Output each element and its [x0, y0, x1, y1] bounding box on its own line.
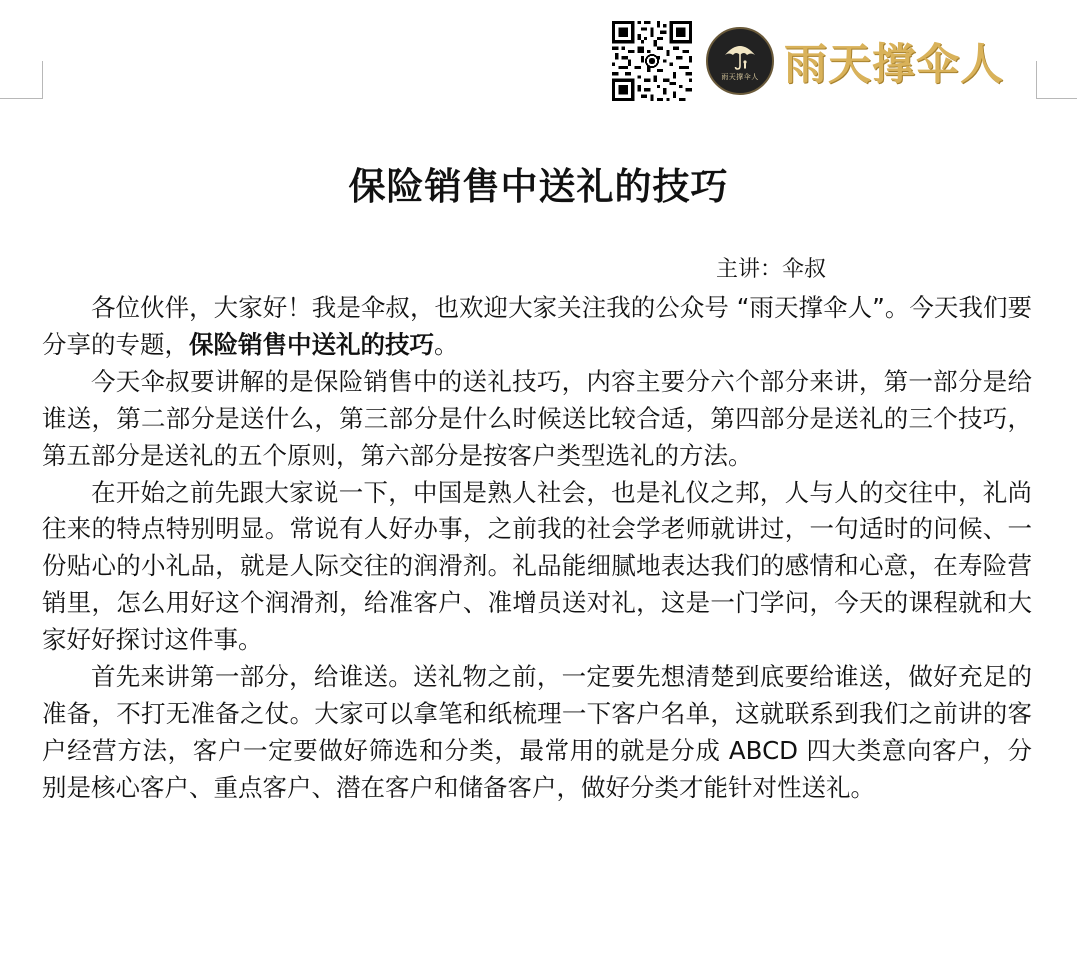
paragraph-outline: 今天伞叔要讲解的是保险销售中的送礼技巧，内容主要分六个部分来讲，第一部分是给谁送，第二部分是送什么，第三部分是什么时候送比较合适，第四部分是送礼的三个技巧，第五部分是送礼的五个原则，第六部分是按客户类型选礼的方法。	[42, 366, 1032, 470]
paragraph-intro	[42, 290, 1032, 364]
qr-code-icon	[612, 21, 692, 101]
paragraph-intro-text: 各位伙伴，大家好！我是伞叔，也欢迎大家关注我的公众号 “雨天撑伞人”。今天我们要分享的专题，	[42, 293, 1032, 359]
umbrella-icon	[723, 41, 757, 71]
lecturer-line: 主讲：伞叔	[716, 257, 827, 282]
document-body	[42, 290, 1032, 807]
header-brand	[612, 18, 1004, 104]
paragraph-part-one: 首先来讲第一部分，给谁送。送礼物之前，一定要先想清楚到底要给谁送，做好充足的准备，不打无准备之仗。大家可以拿笔和纸梳理一下客户名单，这就联系到我们之前讲的客户经营方法，客户一定要做好筛选和分类，最常用的就是分成 ABCD 四大类意向客户，分别是核心客户、重点客户、潜在客户和储备客户，做好分类才能针对性送礼。	[42, 662, 1032, 802]
document-title: 保险销售中送礼的技巧	[348, 165, 729, 208]
paragraph-background: 在开始之前先跟大家说一下，中国是熟人社会，也是礼仪之邦，人与人的交往中，礼尚往来的特点特别明显。常说有人好办事，之前我的社会学老师就讲过，一句适时的问候、一份贴心的小礼品，就是人际交往的润滑剂。礼品能细腻地表达我们的感情和心意，在寿险营销里，怎么用好这个润滑剂，给准客户、准增员送对礼，这是一门学问，今天的课程就和大家好好探讨这件事。	[42, 477, 1032, 655]
logo-badge-text: 雨天撑伞人	[721, 72, 759, 81]
logo-badge	[706, 27, 774, 95]
crop-mark-top-left	[0, 61, 43, 99]
paragraph-intro-end: 。	[434, 329, 459, 359]
brand-name: 雨天撑伞人	[784, 39, 1004, 90]
crop-mark-top-right	[1036, 61, 1077, 99]
paragraph-intro-topic: 保险销售中送礼的技巧	[189, 329, 434, 359]
